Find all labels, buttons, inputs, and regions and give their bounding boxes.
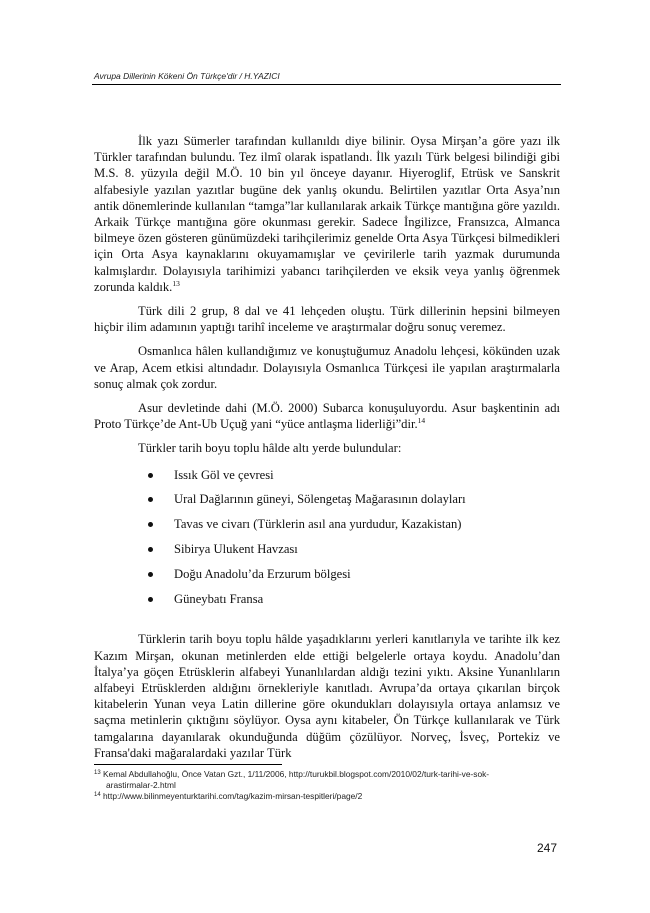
footnote-ref-13[interactable]: 13 bbox=[172, 278, 180, 288]
footnote-number: 14 bbox=[94, 792, 101, 799]
footnote-text[interactable]: Kemal Abdullahoğlu, Önce Vatan Gzt., 1/11/2006, http://turukbil.blogspot.com/2010/02/turk-tarihi-ve-sok- bbox=[103, 769, 490, 779]
footnote-rule bbox=[94, 764, 282, 765]
paragraph-5: Türkler tarih boyu toplu hâlde altı yerde bulundular: bbox=[138, 441, 402, 456]
body-text bbox=[94, 133, 560, 761]
bullet-icon bbox=[148, 497, 153, 502]
footnotes bbox=[94, 769, 560, 803]
list-item-text: Tavas ve civarı (Türklerin asıl ana yurdudur, Kazakistan) bbox=[174, 517, 462, 532]
list-item bbox=[94, 566, 560, 591]
list-item-text: Ural Dağlarının güneyi, Sölengetaş Mağarasının dolayları bbox=[174, 492, 466, 507]
list-item bbox=[94, 591, 560, 616]
footnote-number: 13 bbox=[94, 770, 101, 776]
footnote-14 bbox=[94, 791, 560, 802]
paragraph-6: Türklerin tarih boyu toplu hâlde yaşadıklarını yerleri kanıtlarıyla ve tarihte ilk kez Kazım Mirşan, okunan metinlerden elde ettiği belgelerle ortaya koydu. Anadolu’dan İtalya’ya göçen Etrüsklerin alfabeyi Yunanlılardan aldığı tezini yıktı. Aksine Yunanlıların alfabeyi Etrüsklerden aldığını örnekleriyle kanıtladı. Avrupa’da ortaya çıkarılan birçok kitabelerin Yunan veya Latin dillerine göre okundukları dolayısıyla ortaya anlamsız ve saçma metinlerin çıktığını söylüyor. Oysa aynı kitabeler, Ön Türkçe kullanılarak ve Türk tamgalarına dayanılarak okunduğunda düğüm çözülüyor. Norveç, İsveç, Portekiz ve Fransa'daki mağaralardaki yazılar Türk bbox=[94, 632, 560, 760]
bullet-icon bbox=[148, 572, 153, 577]
paragraph-4-text: Asur devletinde dahi (M.Ö. 2000) Subarca konuşuluyordu. Asur başkentinin adı Proto Türkçe’de Ant-Ub Uçuğ yani “yüce antlaşma liderliği”dir. bbox=[94, 401, 560, 432]
list-item-text: Sibirya Ulukent Havzası bbox=[174, 542, 298, 557]
footnote-text[interactable]: http://www.bilinmeyenturktarihi.com/tag/kazim-mirsan-tespitleri/page/2 bbox=[103, 791, 363, 802]
footnote-ref-14[interactable]: 14 bbox=[417, 416, 426, 426]
page-number: 247 bbox=[537, 841, 558, 855]
paragraph-3: Osmanlıca hâlen kullandığımız ve konuştuğumuz Anadolu lehçesi, kökünden uzak ve Arap, Acem etkisi altındadır. Dolayısıyla Osmanlıca Türkçesi ile yapılan araştırmalarla sonuç almak çok zordur. bbox=[94, 344, 560, 391]
paragraph-1-text: İlk yazı Sümerler tarafından kullanıldı diye bilinir. Oysa Mirşan’a göre yazı ilk Türkler tarafından bulundu. Tez ilmî olarak ispatlandı. İlk yazılı Türk belgesi bilindiği gibi M.S. 8. yüzyıla değil M.Ö. 10 bin yıl önceye dayanır. Hiyeroglif, Etrüsk ve Sanskrit alfabesiyle yazılan yazıtlar bugüne dek yanlış okundu. Belirtilen yazıtlar Orta Asya’nın antik dönemlerinde kullanılan “tamga”lar kullanılarak arkaik Türkçe mantığına göre yazıldı. Arkaik Türkçe mantığına göre okunması gerekir. Sadece İngilizce, Fransızca, Almanca bilmeye özen gösteren günümüzdeki tarihçilerimiz genelde Orta Asya Türkçesi bilmedikleri için Orta Asya kaynaklarını okuyamamışlar ve çevirilerle tarih yazmak durumunda kalmışlardır. Dolayısıyla tarihimizi yabancı tarihçilerden ve eksik veya yanlış öğrenmek zorunda kaldık. bbox=[94, 134, 560, 294]
footnote-13 bbox=[94, 769, 560, 780]
list-item bbox=[94, 467, 560, 492]
list-item bbox=[94, 541, 560, 566]
footnote-13-continued[interactable]: arastirmalar-2.html bbox=[106, 780, 176, 791]
bullet-icon bbox=[148, 473, 153, 478]
list-item-text: Güneybatı Fransa bbox=[174, 591, 264, 606]
paragraph-1 bbox=[94, 133, 560, 295]
bullet-icon bbox=[148, 597, 153, 602]
header-rule bbox=[92, 84, 561, 85]
list-item bbox=[94, 491, 560, 516]
location-list bbox=[94, 467, 560, 616]
paragraph-4 bbox=[94, 400, 560, 432]
paragraph-2: Türk dili 2 grup, 8 dal ve 41 lehçeden oluştu. Türk dillerinin hepsini bilmeyen hiçbir ilim adamının yaptığı tarihî inceleme ve araştırmalar doğru sonuç veremez. bbox=[94, 304, 560, 335]
list-item-text: Issık Göl ve çevresi bbox=[174, 467, 274, 482]
bullet-icon bbox=[148, 547, 153, 552]
list-item bbox=[94, 516, 560, 541]
bullet-icon bbox=[148, 522, 153, 527]
running-head: Avrupa Dillerinin Kökeni Ön Türkçe'dir / H.YAZICI bbox=[94, 71, 280, 81]
list-item-text: Doğu Anadolu’da Erzurum bölgesi bbox=[174, 566, 351, 581]
